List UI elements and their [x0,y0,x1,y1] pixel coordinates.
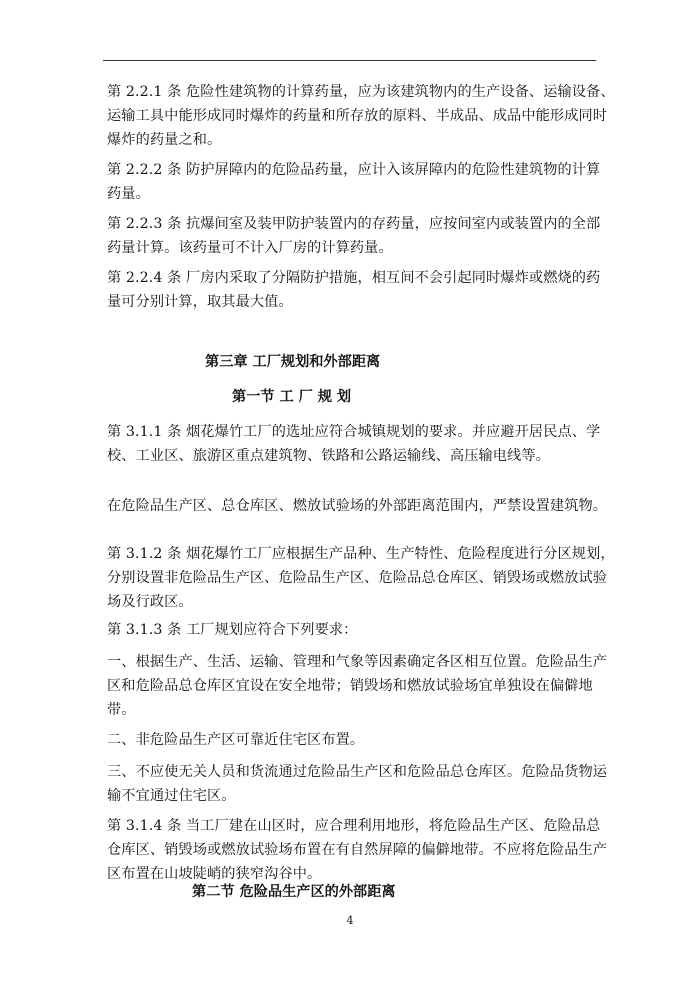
requirement-3 [107,760,608,808]
text-line: 第 2.2.4 条 厂房内采取了分隔防护措施，相互间不会引起同时爆炸或燃烧的药 [107,270,601,286]
section-title-1: 第一节 工 厂 规 划 [232,389,352,405]
page-number: 4 [346,914,354,927]
text-line: 第 3.1.3 条 工厂规划应符合下列要求： [107,622,358,638]
section-title-2: 第二节 危险品生产区的外部距离 [192,884,396,900]
clause-3-1-2 [107,542,615,614]
text-line: 第 3.1.1 条 烟花爆竹工厂的选址应符合城镇规划的要求。并应避开居民点、学 [107,424,601,440]
clause-3-1-4 [107,814,608,886]
text-line: 场及行政区。 [107,594,193,610]
text-line: 第 3.1.2 条 烟花爆竹工厂应根据生产品种、生产特性、危险程度进行分区规划， [107,546,615,562]
paragraph-prohibition [107,494,608,518]
text-line: 第 2.2.3 条 抗爆间室及装甲防护装置内的存药量，应按间室内或装置内的全部 [107,216,601,232]
text-line: 带。 [107,702,136,718]
text-line: 药量计算。该药量可不计入厂房的计算药量。 [107,240,393,256]
clause-2-2-3 [107,212,601,260]
text-line: 区布置在山坡陡峭的狭窄沟谷中。 [107,866,322,882]
text-line: 二、非危险品生产区可靠近住宅区布置。 [107,732,365,748]
clause-3-1-3 [107,618,593,642]
text-line: 第 2.2.2 条 防护屏障内的危险品药量，应计入该屏障内的危险性建筑物的计算 [107,162,601,178]
text-line: 第 3.1.4 条 当工厂建在山区时，应合理利用地形，将危险品生产区、危险品总 [107,818,601,834]
text-line: 第 2.2.1 条 危险性建筑物的计算药量，应为该建筑物内的生产设备、运输设备、 [107,84,615,100]
text-line: 输不宜通过住宅区。 [107,788,236,804]
clause-3-1-1 [107,420,601,468]
text-line: 区和危险品总仓库区宜设在安全地带；销毁场和燃放试验场宜单独设在偏僻地 [107,678,593,694]
text-line: 量可分别计算，取其最大值。 [107,294,293,310]
clause-2-2-4 [107,266,601,314]
requirement-2 [107,728,593,752]
text-line: 三、不应使无关人员和货流通过危险品生产区和危险品总仓库区。危险品货物运 [107,764,608,780]
text-line: 一、根据生产、生活、运输、管理和气象等因素确定各区相互位置。危险品生产 [107,654,608,670]
header-rule [103,60,596,61]
text-line: 在危险品生产区、总仓库区、燃放试验场的外部距离范围内，严禁设置建筑物。 [107,498,608,514]
text-line: 运输工具中能形成同时爆炸的药量和所存放的原料、半成品、成品中能形成同时 [107,108,608,124]
text-line: 分别设置非危险品生产区、危险品生产区、危险品总仓库区、销毁场或燃放试验 [107,570,608,586]
requirement-1 [107,650,608,722]
chapter-title: 第三章 工厂规划和外部距离 [205,354,381,370]
text-line: 爆炸的药量之和。 [107,132,222,148]
clause-2-2-1 [107,80,615,152]
text-line: 仓库区、销毁场或燃放试验场布置在有自然屏障的偏僻地带。不应将危险品生产 [107,842,608,858]
text-line: 校、工业区、旅游区重点建筑物、铁路和公路运输线、高压输电线等。 [107,448,550,464]
clause-2-2-2 [107,158,601,206]
text-line: 药量。 [107,186,150,202]
